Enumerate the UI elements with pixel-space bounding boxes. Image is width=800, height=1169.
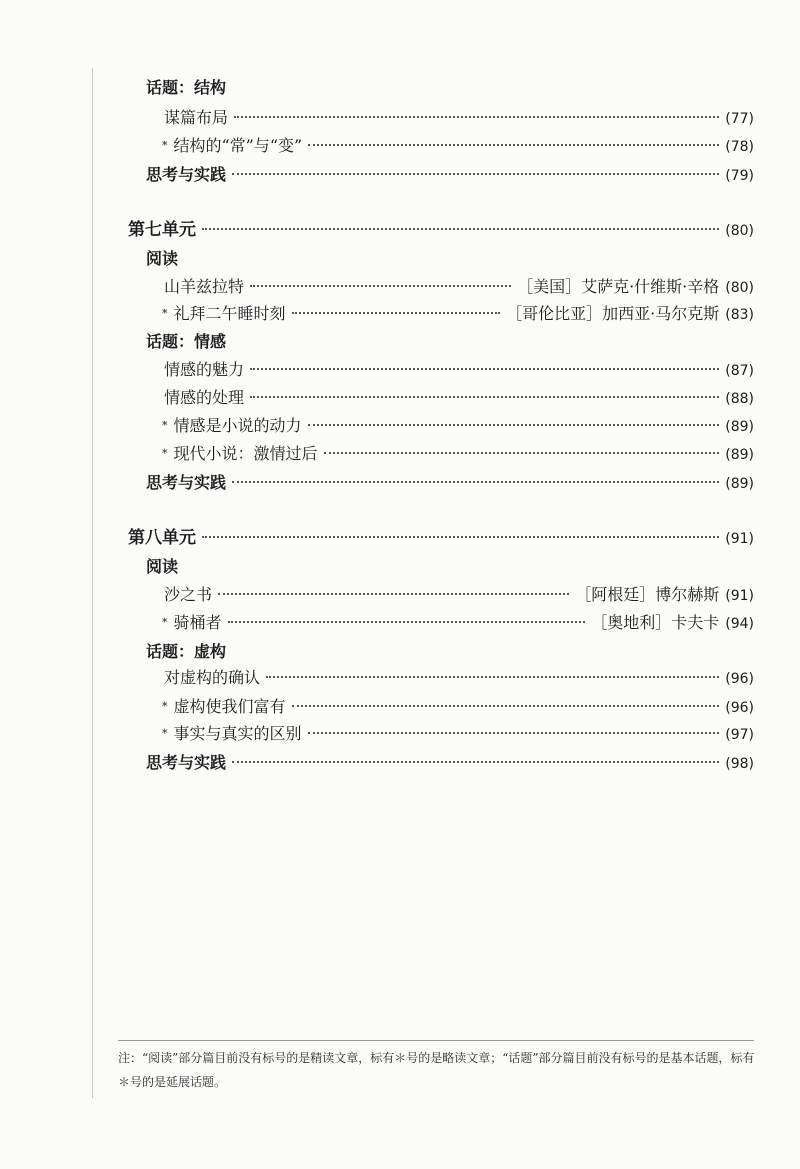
toc-item-row <box>164 664 754 692</box>
dot-leader <box>308 424 720 426</box>
toc-title-text: 对虚构的确认 <box>164 668 261 687</box>
toc-title <box>146 749 226 777</box>
toc-title-text: 第八单元 <box>128 528 196 548</box>
toc-item-row <box>164 581 754 609</box>
dot-leader <box>232 761 719 763</box>
toc-page-number: (96) <box>725 700 754 716</box>
footnote-divider <box>118 1040 754 1041</box>
toc-title <box>162 440 318 470</box>
toc-title <box>146 638 226 666</box>
toc-title <box>164 273 244 301</box>
dot-leader <box>228 621 586 623</box>
dot-leader <box>250 396 719 398</box>
dot-leader <box>250 285 511 287</box>
toc-author: ［美国］艾萨克·什维斯·辛格 <box>517 277 720 296</box>
toc-title <box>128 216 196 244</box>
toc-page-number: (98) <box>725 756 754 772</box>
toc-title-text: 思考与实践 <box>146 165 227 184</box>
dot-leader <box>232 173 719 175</box>
toc-heading-row <box>146 161 754 189</box>
toc-title-text: 山羊兹拉特 <box>164 277 245 296</box>
toc-page-number: (83) <box>725 307 754 323</box>
toc-page-number: (91) <box>725 531 754 547</box>
toc-heading-row <box>146 469 754 497</box>
toc-item-row <box>162 720 754 748</box>
dot-leader <box>202 536 719 538</box>
toc-title-text: 阅读 <box>146 557 179 576</box>
toc-unit-row <box>128 216 754 244</box>
toc-title-text: 情感的魅力 <box>164 360 245 379</box>
toc-page-number: (91) <box>725 588 754 604</box>
toc-page-number: (89) <box>725 447 754 463</box>
dot-leader <box>292 705 720 707</box>
toc-title-text: 话题：虚构 <box>146 642 227 661</box>
toc-title <box>146 328 226 356</box>
toc-heading-row <box>146 749 754 777</box>
dot-leader <box>218 593 569 595</box>
toc-title <box>162 693 286 723</box>
dot-leader <box>232 481 719 483</box>
toc-item-row <box>162 300 754 328</box>
toc-page-number: (89) <box>725 419 754 435</box>
toc-title-text: 礼拜二午睡时刻 <box>173 304 286 323</box>
toc-item-row <box>162 412 754 440</box>
toc-title <box>164 356 244 384</box>
toc-page-number: (79) <box>725 168 754 184</box>
asterisk-mark: * <box>162 419 168 432</box>
toc-item-row <box>164 104 754 132</box>
toc-title <box>162 609 222 639</box>
toc-title-text: 话题：结构 <box>146 78 227 97</box>
toc-title <box>146 553 178 581</box>
toc-title <box>162 300 286 330</box>
toc-title <box>146 469 226 497</box>
toc-page-number: (78) <box>725 139 754 155</box>
toc-heading-row <box>146 245 754 273</box>
toc-title-text: 现代小说：激情过后 <box>173 444 318 463</box>
dot-leader <box>308 144 719 146</box>
toc-item-row <box>162 609 754 637</box>
toc-title <box>164 581 212 609</box>
dot-leader <box>324 452 720 454</box>
toc-page-number: (80) <box>725 280 754 296</box>
toc-page-number: (80) <box>725 223 754 239</box>
toc-title <box>162 132 302 162</box>
toc-author: ［奥地利］卡夫卡 <box>591 613 720 632</box>
toc-title-text: 事实与真实的区别 <box>173 724 302 743</box>
asterisk-mark: * <box>162 700 168 713</box>
toc-page-number: (94) <box>725 616 754 632</box>
dot-leader <box>266 676 719 678</box>
dot-leader <box>292 312 501 314</box>
asterisk-mark: * <box>162 307 168 320</box>
toc-title <box>128 524 196 552</box>
footnote: 注：“阅读”部分篇目前没有标号的是精读文章，标有＊号的是略读文章；“话题”部分篇目前没有标号的是基本话题，标有＊号的是延展话题。 <box>118 1051 755 1089</box>
toc-title-text: 沙之书 <box>164 585 213 604</box>
dot-leader <box>308 732 720 734</box>
toc-author: ［哥伦比亚］加西亚·马尔克斯 <box>506 304 720 323</box>
toc-title <box>146 74 226 102</box>
toc-page-number: (96) <box>725 671 754 687</box>
toc-item-row <box>162 440 754 468</box>
toc-item-row <box>162 693 754 721</box>
toc-item-row <box>164 384 754 412</box>
toc-title <box>164 104 228 132</box>
asterisk-mark: * <box>162 727 168 740</box>
toc-title-text: 骑桶者 <box>173 613 222 632</box>
toc-title-text: 话题：情感 <box>146 332 227 351</box>
toc-title-text: 情感的处理 <box>164 388 245 407</box>
toc-title-text: 谋篇布局 <box>164 108 229 127</box>
toc-title <box>146 161 226 189</box>
dot-leader <box>250 368 719 370</box>
asterisk-mark: * <box>162 139 168 152</box>
toc-title-text: 思考与实践 <box>146 753 227 772</box>
toc-unit-row <box>128 524 754 552</box>
toc-page-number: (88) <box>725 391 754 407</box>
toc-title-text: 虚构使我们富有 <box>173 697 286 716</box>
toc-heading-row <box>146 553 754 581</box>
toc-title <box>146 245 178 273</box>
toc-title <box>164 664 260 692</box>
toc-page-number: (87) <box>725 363 754 379</box>
toc-page-number: (97) <box>725 727 754 743</box>
toc-title <box>164 384 244 412</box>
toc-title-text: 思考与实践 <box>146 473 227 492</box>
toc-title <box>162 720 302 750</box>
toc-item-row <box>162 132 754 160</box>
dot-leader <box>202 228 719 230</box>
toc-page-number: (77) <box>725 111 754 127</box>
toc-item-row <box>164 356 754 384</box>
asterisk-mark: * <box>162 616 168 629</box>
toc-heading-row <box>146 328 754 356</box>
toc-item-row <box>164 273 754 301</box>
toc-author: ［阿根廷］博尔赫斯 <box>575 585 720 604</box>
asterisk-mark: * <box>162 447 168 460</box>
toc-page-number: (89) <box>725 476 754 492</box>
toc-title <box>162 412 302 442</box>
toc-title-text: 情感是小说的动力 <box>173 416 302 435</box>
dot-leader <box>234 116 719 118</box>
toc-title-text: 第七单元 <box>128 220 196 240</box>
toc-heading-row <box>146 74 754 102</box>
toc-heading-row <box>146 638 754 666</box>
toc-title-text: 阅读 <box>146 249 179 268</box>
binding-margin-line <box>92 68 93 1098</box>
toc-title-text: 结构的“常”与“变” <box>173 136 303 155</box>
